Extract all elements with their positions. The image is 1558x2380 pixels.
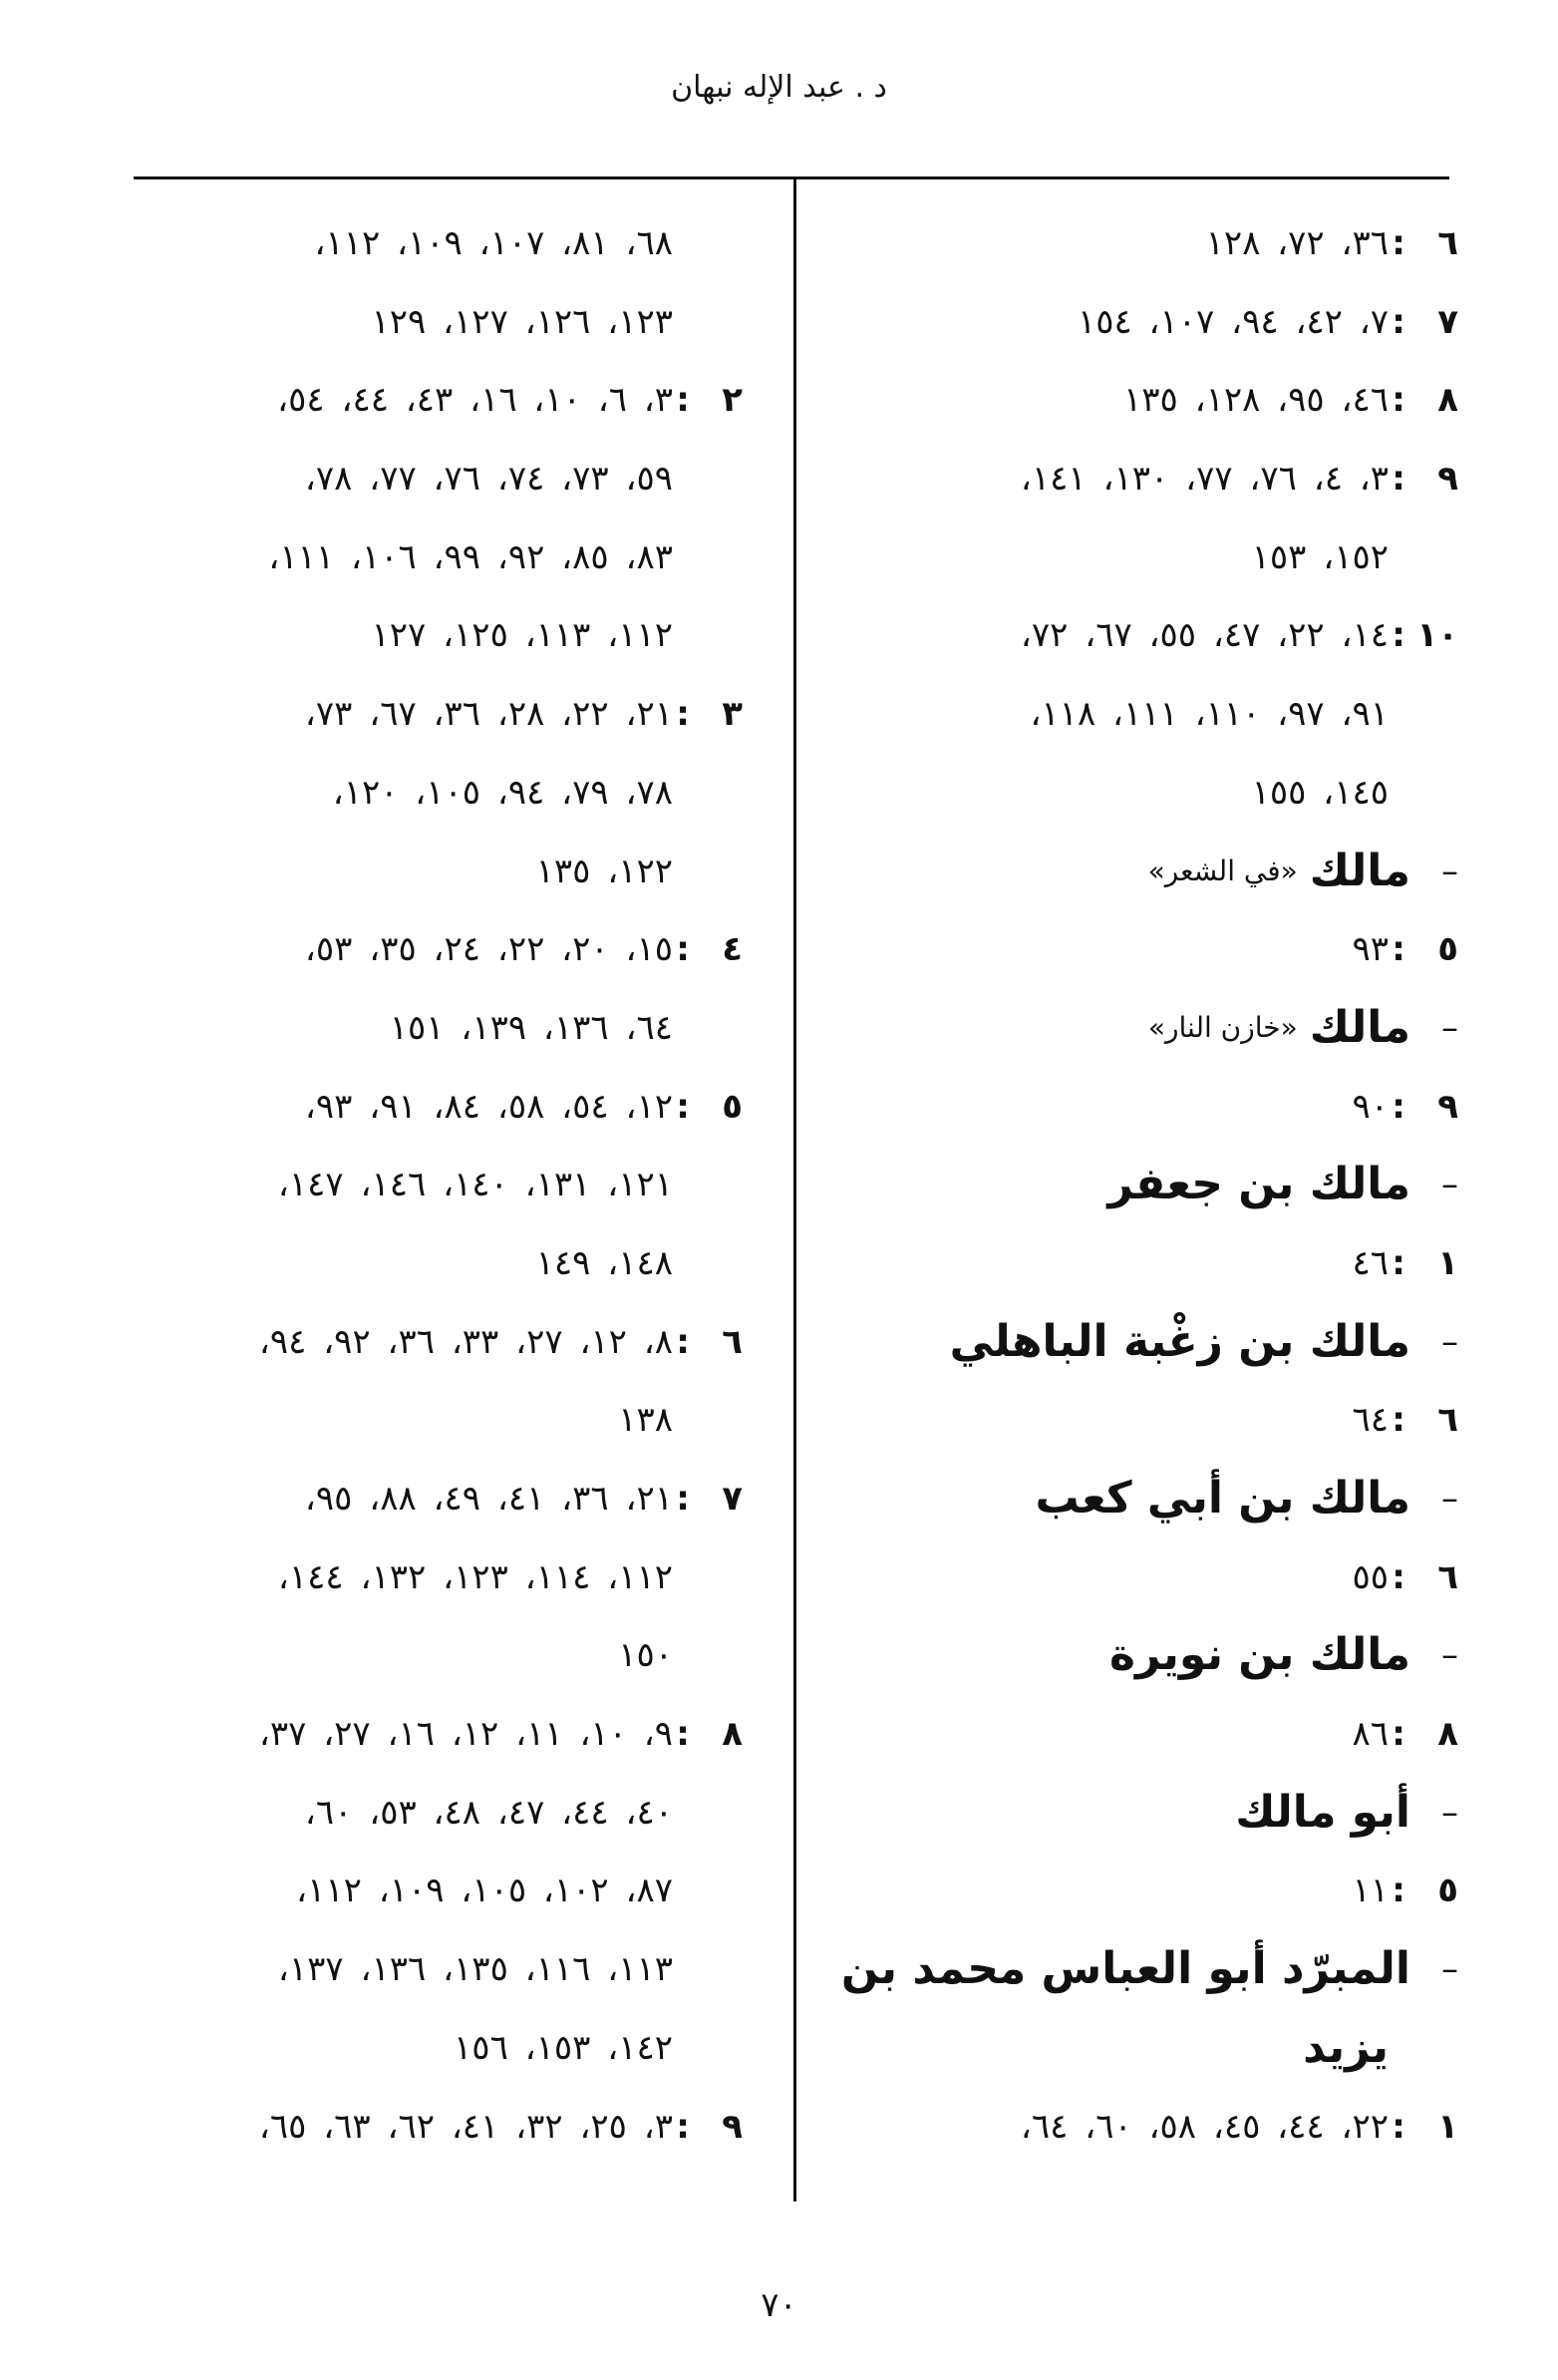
volume-number: ١ (1437, 1242, 1458, 1283)
page-references: ٣٦، ٧٢، ١٢٨ (1205, 223, 1389, 263)
page-references: ١١ (1352, 1870, 1389, 1911)
index-continuation (105, 2009, 743, 2088)
page-references: ١٤٨، ١٤٩ (535, 1242, 673, 1283)
index-continuation (105, 1146, 743, 1224)
index-entry (840, 2088, 1458, 2167)
index-continuation (105, 204, 743, 283)
heading-dash: – (1441, 1949, 1458, 1990)
index-entry (105, 1460, 743, 1538)
volume-number: ٨ (1437, 1714, 1458, 1755)
page-references: ١٥٢، ١٥٣ (1251, 536, 1389, 577)
index-continuation (105, 1381, 743, 1460)
colon-separator: : (1392, 1086, 1405, 1127)
index-entry (840, 1695, 1458, 1774)
heading-name: المبرّد أبو العباس محمد بن (840, 1943, 1410, 1995)
volume-number: ٨ (722, 1714, 743, 1755)
index-heading (840, 1303, 1458, 1382)
index-continuation (840, 675, 1458, 754)
colon-separator: : (1392, 1400, 1405, 1441)
page-references: ٦٤، ١٣٦، ١٣٩، ١٥١ (389, 1007, 673, 1048)
page-references: ٩٠ (1352, 1086, 1389, 1127)
index-heading (840, 833, 1458, 911)
index-continuation (840, 754, 1458, 833)
index-continuation (105, 596, 743, 675)
index-continuation (105, 1224, 743, 1303)
colon-separator: : (676, 929, 690, 970)
volume-number: ٥ (1437, 929, 1458, 970)
index-entry (840, 283, 1458, 362)
index-entry (840, 361, 1458, 440)
colon-separator: : (676, 2106, 690, 2147)
volume-number: ٥ (722, 1086, 743, 1127)
volume-number: ٩ (1437, 1086, 1458, 1127)
page-references: ٦٤ (1352, 1400, 1389, 1441)
running-head: د . عبد الإله نبهان (671, 70, 887, 105)
page-references: ١٢٣، ١٢٦، ١٢٧، ١٢٩ (371, 301, 673, 342)
page-references: ٤٦ (1352, 1242, 1389, 1283)
heading-note: «خازن النار» (1147, 1010, 1298, 1044)
index-heading (840, 1930, 1458, 2009)
heading-name: مالك بن جعفر (1107, 1159, 1410, 1210)
colon-separator: : (1392, 1242, 1405, 1283)
page-references: ١٤، ٢٢، ٤٧، ٥٥، ٦٧، ٧٢، (1020, 615, 1389, 656)
volume-number: ٨ (1437, 380, 1458, 421)
heading-dash: – (1441, 850, 1458, 891)
index-entry (840, 1381, 1458, 1460)
page-references: ٨٧، ١٠٢، ١٠٥، ١٠٩، ١١٢، (296, 1870, 673, 1911)
volume-number: ٩ (1437, 459, 1458, 500)
index-entry (840, 910, 1458, 989)
volume-number: ٤ (722, 929, 743, 970)
index-entry (105, 910, 743, 989)
page-references: ١٢٢، ١٣٥ (535, 850, 673, 891)
page-references: ٨، ١٢، ٢٧، ٣٣، ٣٦، ٩٢، ٩٤، (258, 1321, 673, 1362)
index-entry (840, 1224, 1458, 1303)
page-references: ١٢١، ١٣١، ١٤٠، ١٤٦، ١٤٧، (277, 1165, 673, 1205)
page-references: ٦٨، ٨١، ١٠٧، ١٠٩، ١١٢، (314, 223, 673, 263)
page-references: ١٢، ٥٤، ٥٨، ٨٤، ٩١، ٩٣، (304, 1086, 673, 1127)
colon-separator: : (1392, 380, 1405, 421)
index-continuation (105, 754, 743, 833)
page-references: ٤٠، ٤٤، ٤٧، ٤٨، ٥٣، ٦٠، (304, 1792, 673, 1833)
header-rule (134, 176, 1449, 179)
page-references: ٧، ٤٢، ٩٤، ١٠٧، ١٥٤ (1077, 301, 1389, 342)
volume-number: ٣ (722, 694, 743, 735)
page-references: ٢١، ٢٢، ٢٨، ٣٦، ٦٧، ٧٣، (304, 694, 673, 735)
index-continuation (840, 518, 1458, 597)
heading-name: يزيد (1303, 2021, 1389, 2073)
volume-number: ٥ (1437, 1870, 1458, 1911)
heading-dash: – (1441, 1635, 1458, 1676)
volume-number: ٩ (722, 2106, 743, 2147)
colon-separator: : (676, 1714, 690, 1755)
index-entry (840, 1068, 1458, 1147)
colon-separator: : (676, 380, 690, 421)
column-divider (793, 177, 796, 2202)
page-references: ٥٩، ٧٣، ٧٤، ٧٦، ٧٧، ٧٨، (304, 459, 673, 500)
page-references: ٨٦ (1352, 1714, 1389, 1755)
index-continuation (105, 283, 743, 362)
index-entry (105, 675, 743, 754)
index-heading (840, 1460, 1458, 1538)
heading-name: مالك بن نويرة (1109, 1629, 1410, 1681)
page-references: ١٤٢، ١٥٣، ١٥٦ (454, 2027, 673, 2068)
page-references: ٧٨، ٧٩، ٩٤، ١٠٥، ١٢٠، (332, 772, 673, 813)
colon-separator: : (676, 1479, 690, 1519)
index-heading (840, 1774, 1458, 1853)
index-continuation (105, 833, 743, 911)
colon-separator: : (1392, 615, 1405, 656)
index-continuation (105, 440, 743, 518)
heading-name: مالك (1309, 1001, 1410, 1053)
index-entry (840, 1538, 1458, 1617)
index-continuation (105, 1852, 743, 1930)
page-references: ١٤٥، ١٥٥ (1251, 772, 1389, 813)
page-references: ٢١، ٣٦، ٤١، ٤٩، ٨٨، ٩٥، (304, 1479, 673, 1519)
heading-dash: – (1441, 1792, 1458, 1833)
volume-number: ١ (1437, 2106, 1458, 2147)
index-entry (105, 2088, 743, 2167)
heading-name: مالك بن زغْبة الباهلي (949, 1315, 1410, 1367)
heading-dash: – (1441, 1321, 1458, 1362)
page-references: ١١٢، ١١٣، ١٢٥، ١٢٧ (371, 615, 673, 656)
index-entry (105, 1303, 743, 1382)
index-entry (105, 1695, 743, 1774)
page-references: ٩١، ٩٧، ١١٠، ١١١، ١١٨، (1030, 694, 1389, 735)
volume-number: ٦ (1437, 1556, 1458, 1597)
page-references: ٢٢، ٤٤، ٤٥، ٥٨، ٦٠، ٦٤، (1020, 2106, 1389, 2147)
heading-name: مالك (1309, 845, 1410, 896)
index-continuation (105, 989, 743, 1068)
colon-separator: : (1392, 1870, 1405, 1911)
volume-number: ٧ (722, 1479, 743, 1519)
heading-name: مالك بن أبي كعب (1035, 1473, 1410, 1524)
colon-separator: : (1392, 301, 1405, 342)
index-continuation (105, 1930, 743, 2009)
page-references: ٣، ٦، ١٠، ١٦، ٤٣، ٤٤، ٥٤، (277, 380, 673, 421)
page-references: ٨٣، ٨٥، ٩٢، ٩٩، ١٠٦، ١١١، (268, 536, 673, 577)
index-column-left (105, 204, 743, 2166)
page-references: ١٥، ٢٠، ٢٢، ٢٤، ٣٥، ٥٣، (304, 929, 673, 970)
page-references: ٤٦، ٩٥، ١٢٨، ١٣٥ (1123, 380, 1389, 421)
heading-note: «في الشعر» (1147, 853, 1298, 887)
volume-number: ١٠ (1416, 615, 1458, 656)
heading-name: أبو مالك (1235, 1786, 1410, 1838)
colon-separator: : (676, 1321, 690, 1362)
colon-separator: : (1392, 459, 1405, 500)
page-references: ٩، ١٠، ١١، ١٢، ١٦، ٢٧، ٣٧، (258, 1714, 673, 1755)
index-entry (840, 440, 1458, 518)
index-heading-continuation (840, 2009, 1458, 2088)
volume-number: ٢ (722, 380, 743, 421)
index-heading (840, 1616, 1458, 1695)
heading-dash: – (1441, 1165, 1458, 1205)
volume-number: ٧ (1437, 301, 1458, 342)
index-entry (840, 204, 1458, 283)
page-references: ٣، ٤، ٧٦، ٧٧، ١٣٠، ١٤١، (1020, 459, 1389, 500)
volume-number: ٦ (722, 1321, 743, 1362)
page-references: ٩٣ (1352, 929, 1389, 970)
index-heading (840, 989, 1458, 1068)
page-number: ٧٠ (761, 2285, 797, 2325)
index-entry (105, 361, 743, 440)
index-entry (840, 596, 1458, 675)
index-continuation (105, 518, 743, 597)
heading-dash: – (1441, 1007, 1458, 1048)
index-column-right (840, 204, 1458, 2166)
index-continuation (105, 1616, 743, 1695)
index-entry (105, 1068, 743, 1147)
colon-separator: : (1392, 929, 1405, 970)
index-continuation (105, 1774, 743, 1853)
volume-number: ٦ (1437, 1400, 1458, 1441)
colon-separator: : (676, 694, 690, 735)
page-references: ١٣٨ (618, 1400, 673, 1441)
colon-separator: : (1392, 1714, 1405, 1755)
index-heading (840, 1146, 1458, 1224)
page-references: ٣، ٢٥، ٣٢، ٤١، ٦٢، ٦٣، ٦٥، (258, 2106, 673, 2147)
colon-separator: : (1392, 1556, 1405, 1597)
index-continuation (105, 1538, 743, 1617)
volume-number: ٦ (1437, 223, 1458, 263)
page-references: ١١٢، ١١٤، ١٢٣، ١٣٢، ١٤٤، (277, 1556, 673, 1597)
page-references: ١١٣، ١١٦، ١٣٥، ١٣٦، ١٣٧، (277, 1949, 673, 1990)
colon-separator: : (1392, 223, 1405, 263)
page-references: ٥٥ (1352, 1556, 1389, 1597)
heading-dash: – (1441, 1479, 1458, 1519)
index-entry (840, 1852, 1458, 1930)
colon-separator: : (1392, 2106, 1405, 2147)
page-references: ١٥٠ (618, 1635, 673, 1676)
colon-separator: : (676, 1086, 690, 1127)
